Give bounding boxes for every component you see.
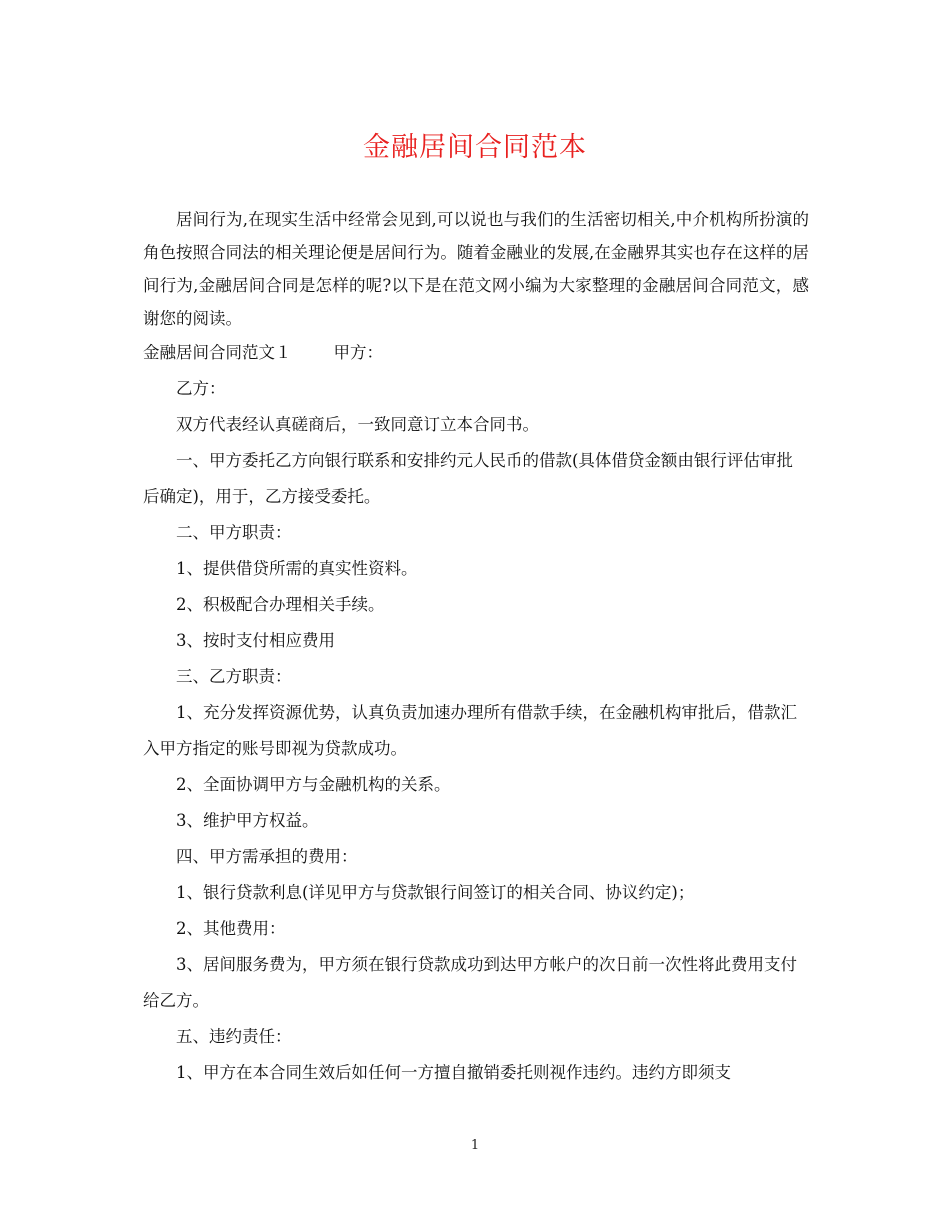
party-a-label: 甲方： — [333, 343, 383, 362]
list-item: 1、甲方在本合同生效后如任何一方擅自撤销委托则视作违约。违约方即须支 — [176, 1063, 731, 1082]
section-heading-breach: 五、违约责任： — [176, 1027, 292, 1046]
list-item: 1、银行贷款利息(详见甲方与贷款银行间签订的相关合同、协议约定)； — [176, 883, 695, 902]
sample-label: 金融居间合同范文１ — [143, 343, 292, 362]
page-number: 1 — [470, 1138, 480, 1153]
party-b-label: 乙方： — [176, 379, 226, 398]
list-item: 1、提供借贷所需的真实性资料。 — [176, 559, 418, 578]
list-item: 3、居间服务费为，甲方须在银行贷款成功到达甲方帐户的次日前一次性将此费用支付给乙方。 — [143, 955, 797, 1010]
intro-paragraph: 居间行为,在现实生活中经常会见到,可以说也与我们的生活密切相关,中介机构所扮演的角色按照合同法的相关理论便是居间行为。随着金融业的发展,在金融界其实也存在这样的居间行为,金融居间合同是怎样的呢?以下是在范文网小编为大家整理的金融居间合同范文，感谢您的阅读。 — [143, 210, 809, 328]
list-item: 2、全面协调甲方与金融机构的关系。 — [176, 775, 451, 794]
clause-one: 一、甲方委托乙方向银行联系和安排约元人民币的借款(具体借贷金额由银行评估审批后确定)，用于，乙方接受委托。 — [143, 451, 793, 506]
list-item: 1、充分发挥资源优势，认真负责加速办理所有借款手续，在金融机构审批后，借款汇入甲方指定的账号即视为贷款成功。 — [143, 703, 797, 758]
list-item: 3、按时支付相应费用 — [176, 631, 335, 650]
document-body — [143, 203, 809, 1091]
agreement-statement: 双方代表经认真磋商后，一致同意订立本合同书。 — [176, 415, 539, 434]
list-item: 2、其他费用： — [176, 919, 286, 938]
section-heading-party-b-duties: 三、乙方职责： — [176, 667, 292, 686]
list-item: 3、维护甲方权益。 — [176, 811, 319, 830]
document-title: 金融居间合同范本 — [363, 132, 587, 163]
list-item: 2、积极配合办理相关手续。 — [176, 595, 385, 614]
section-heading-party-a-duties: 二、甲方职责： — [176, 523, 292, 542]
section-heading-fees: 四、甲方需承担的费用： — [176, 847, 358, 866]
heading-line — [143, 335, 809, 371]
